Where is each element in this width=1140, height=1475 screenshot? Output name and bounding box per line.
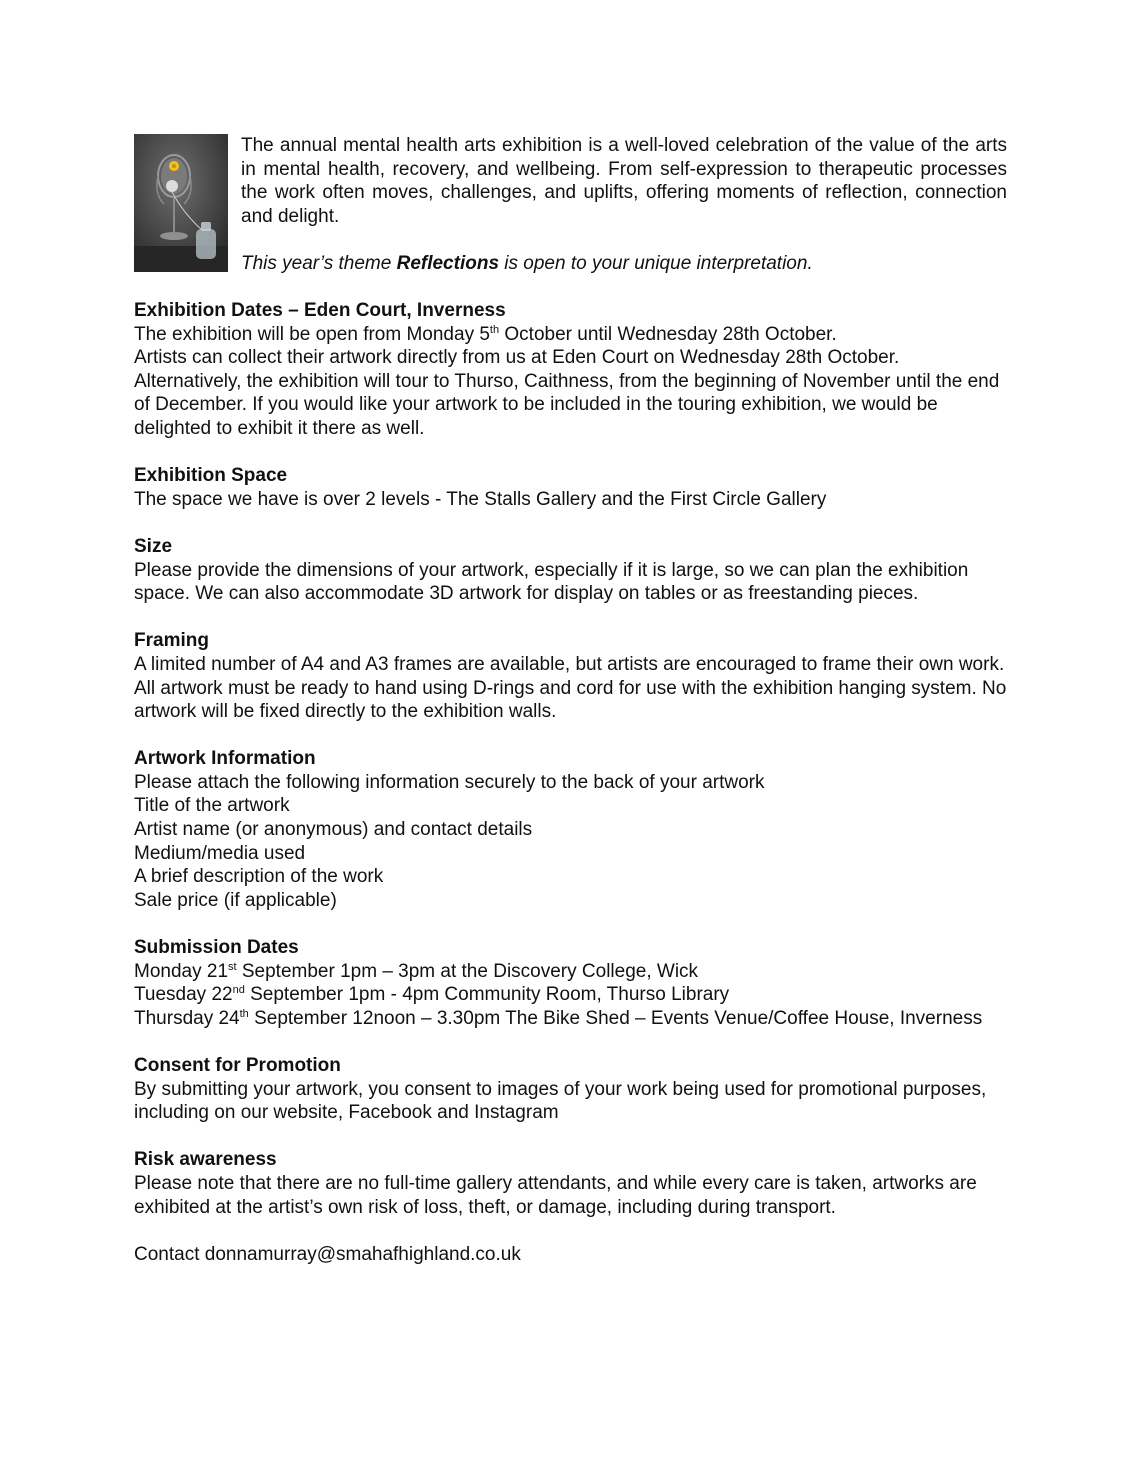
open-dates-text-a: The exhibition will be open from Monday 5 [134,323,490,345]
heading-risk-awareness: Risk awareness [134,1149,277,1171]
theme-statement [241,252,1007,276]
heading-framing: Framing [134,630,209,652]
section-size [134,535,1014,606]
artwork-info-line: Title of the artwork [134,795,290,817]
heading-consent: Consent for Promotion [134,1055,341,1076]
heading-submission-dates: Submission Dates [134,937,299,959]
submission-date-day: Thursday 24 [134,1007,240,1029]
submission-date-day: Tuesday 22 [134,984,233,1006]
submission-date-sup: nd [232,984,245,997]
artwork-info-line: Please attach the following information securely to the back of your artwork [134,771,765,793]
submission-date-item [134,983,1014,1007]
framing-text: A limited number of A4 and A3 frames are available, but artists are encouraged to frame their own work. All artwork must be ready to hand using D-rings and cord for use with the exhibition hanging system. No artwork will be fixed directly to the exhibition walls. [134,653,1007,723]
section-submission-dates [134,936,1014,1030]
size-text: Please provide the dimensions of your artwork, especially if it is large, so we can plan the exhibition space. We can also accommodate 3D artwork for display on tables or as freestanding pieces. [134,559,969,605]
reflections-photo [134,134,228,272]
risk-text: Please note that there are no full-time gallery attendants, and while every care is taken, artworks are exhibited at the artist’s own risk of loss, theft, or damage, including during transport. [134,1172,977,1218]
section-contact [134,1243,1014,1267]
section-exhibition-dates [134,299,1014,441]
submission-date-details: September 12noon – 3.30pm The Bike Shed – Events Venue/Coffee House, Inverness [248,1007,983,1029]
theme-name: Reflections [396,253,500,274]
contact-text: Contact donnamurray@smahafhighland.co.uk [134,1243,521,1265]
section-consent [134,1054,1014,1125]
consent-text: By submitting your artwork, you consent to images of your work being used for promotional purposes, including on our website, Facebook and Instagram [134,1078,987,1124]
open-dates-sup: th [489,323,500,336]
exhibition-open-dates [134,323,1014,347]
submission-date-details: September 1pm - 4pm Community Room, Thurso Library [244,984,730,1006]
submission-date-item [134,1007,1014,1031]
touring-info: Alternatively, the exhibition will tour to Thurso, Caithness, from the beginning of November until the end of December. If you would like your artwork to be included in the touring exhibition, we would be delighted to exhibit it there as well. [134,370,1000,439]
exhibition-space-text: The space we have is over 2 levels - The Stalls Gallery and the First Circle Gallery [134,488,827,510]
artwork-info-line: Sale price (if applicable) [134,889,337,911]
theme-text-before: This year’s theme [241,253,397,274]
heading-size: Size [134,535,173,557]
section-framing [134,629,1014,723]
heading-exhibition-space: Exhibition Space [134,465,288,487]
document-body [134,299,1014,1290]
submission-date-details: September 1pm – 3pm at the Discovery College, Wick [236,960,699,982]
intro-paragraph: The annual mental health arts exhibition is a well-loved celebration of the value of the arts in mental health, recovery, and wellbeing. From self-expression to therapeutic processes the work often moves, challenges, and uplifts, offering moments of reflection, connection and delight. [241,135,1007,227]
section-risk-awareness [134,1148,1014,1219]
open-dates-text-b: October until Wednesday 28th October. [499,323,837,345]
mirror-dandelion-image [134,134,228,272]
theme-text-after: is open to your unique interpretation. [499,253,813,274]
submission-date-sup: th [239,1007,249,1020]
heading-artwork-information: Artwork Information [134,748,316,770]
submission-date-sup: st [228,960,237,973]
collection-info: Artists can collect their artwork directly from us at Eden Court on Wednesday 28th October. [134,347,900,369]
submission-date-day: Monday 21 [134,960,229,982]
artwork-info-line: Medium/media used [134,842,306,864]
heading-exhibition-dates: Exhibition Dates – Eden Court, Inverness [134,300,506,321]
artwork-info-line: Artist name (or anonymous) and contact details [134,819,533,841]
section-artwork-information [134,747,1014,912]
section-exhibition-space [134,464,1014,511]
artwork-info-line: A brief description of the work [134,866,384,888]
submission-date-item [134,960,1014,984]
